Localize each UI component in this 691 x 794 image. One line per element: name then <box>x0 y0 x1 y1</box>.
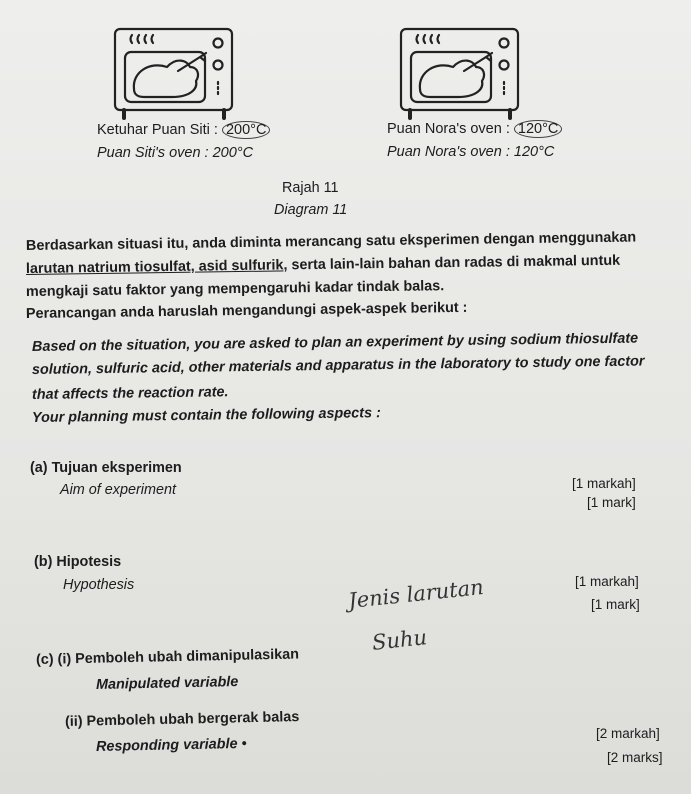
left-oven-caption-ms-prefix: Ketuhar Puan Siti : <box>97 122 218 138</box>
diagram-label-ms: Rajah 11 <box>282 180 339 196</box>
question-a-ms: (a) Tujuan eksperimen <box>30 460 182 476</box>
right-oven-temp-ms: 120°C <box>514 120 562 138</box>
question-c-ii-en: Responding variable • <box>95 735 247 755</box>
right-oven-caption-ms-prefix: Puan Nora's oven : <box>387 121 510 137</box>
handwritten-answer-2: Suhu <box>370 625 429 655</box>
question-c-mark-ms: [2 markah] <box>596 726 660 741</box>
instruction-en-line4: Your planning must contain the following aspects : <box>31 405 381 426</box>
left-oven-temp-ms: 200°C <box>222 121 270 139</box>
handwritten-answer-1: Jenis larutan <box>347 574 485 614</box>
instruction-ms-line2 <box>26 253 620 277</box>
instruction-en-line1: Based on the situation, you are asked to plan an experiment by using sodium thiosulfate <box>31 330 639 355</box>
instruction-ms-line4: Perancangan anda haruslah mengandungi aspek-aspek berikut : <box>25 299 468 322</box>
oven-right-illustration <box>398 27 523 122</box>
diagram-label-en: Diagram 11 <box>274 202 348 218</box>
question-b-en: Hypothesis <box>63 577 135 593</box>
instruction-ms-line2-rest: serta lain-lain bahan dan radas di makmal untuk <box>287 252 621 274</box>
oven-left-illustration <box>112 27 237 122</box>
instruction-ms-line3: mengkaji satu faktor yang mempengaruhi kadar tindak balas. <box>25 278 445 300</box>
left-oven-caption-ms <box>97 122 270 138</box>
question-c-i-ms: (c) (i) Pemboleh ubah dimanipulasikan <box>35 646 300 668</box>
question-c-mark-en: [2 marks] <box>607 750 663 765</box>
question-c-ii-ms: (ii) Pemboleh ubah bergerak balas <box>64 709 300 730</box>
right-oven-caption-ms <box>387 121 562 137</box>
question-a-mark-en: [1 mark] <box>587 495 636 510</box>
instruction-ms-line1: Berdasarkan situasi itu, anda diminta merancang satu eksperimen dengan menggunakan <box>25 229 637 254</box>
left-oven-caption-en: Puan Siti's oven : 200°C <box>97 145 254 161</box>
instruction-ms-underlined: larutan natrium tiosulfat, asid sulfurik, <box>25 257 288 277</box>
instruction-en-line3: that affects the reaction rate. <box>31 384 229 403</box>
right-oven-caption-en: Puan Nora's oven : 120°C <box>387 144 555 160</box>
instruction-en-line2: solution, sulfuric acid, other materials and apparatus in the laboratory to study one factor <box>31 353 645 378</box>
question-c-i-en: Manipulated variable <box>95 674 239 693</box>
question-b-mark-en: [1 mark] <box>591 597 640 612</box>
question-a-mark-ms: [1 markah] <box>572 476 636 491</box>
question-a-en: Aim of experiment <box>60 482 176 498</box>
question-b-ms: (b) Hipotesis <box>34 554 122 570</box>
question-b-mark-ms: [1 markah] <box>575 574 639 589</box>
